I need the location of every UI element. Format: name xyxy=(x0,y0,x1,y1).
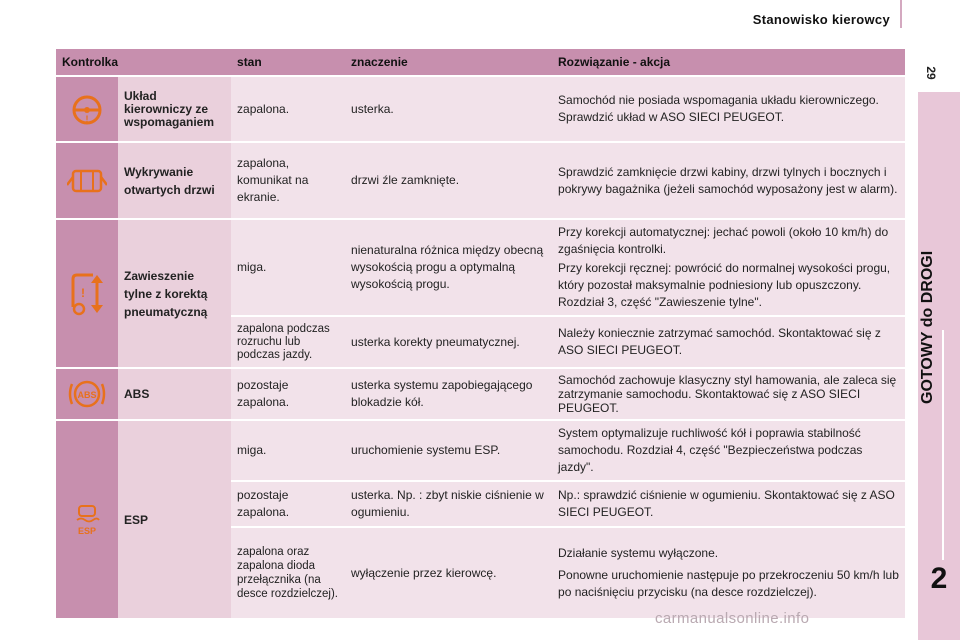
warning-state: pozostaje zapalona. xyxy=(231,369,345,419)
warning-state: pozostaje zapalona. xyxy=(231,482,345,526)
warning-name: ESP xyxy=(118,421,231,618)
abs-warning-icon xyxy=(67,378,107,410)
warning-meaning: usterka. Np. : zbyt niskie ciśnienie w ogumieniu. xyxy=(345,482,552,526)
chapter-title: GOTOWY do DROGI xyxy=(919,250,936,404)
action-line: Przy korekcji ręcznej: powrócić do normalnej wysokości progu, który pozostał maksymalnie podniesiony lub opuszczony. Rozdział 3, część "Zawieszenie tylne". xyxy=(558,261,891,309)
page-header-title: Stanowisko kierowcy xyxy=(752,12,890,27)
warning-meaning: drzwi źle zamknięte. xyxy=(345,143,552,218)
warning-action xyxy=(552,220,905,315)
action-line: Ponowne uruchomienie następuje po przekroczeniu 50 km/h lub po naciśnięciu przycisku (na desce rozdzielczej). xyxy=(558,568,899,599)
warning-action: Samochód nie posiada wspomagania układu kierowniczego. Sprawdzić układ w ASO SIECI PEUGEOT. xyxy=(552,77,905,141)
warning-lights-table xyxy=(56,47,905,620)
warning-state: zapalona. xyxy=(231,77,345,141)
table-row xyxy=(56,143,905,218)
warning-name: Układ kierowniczy ze wspomaganiem xyxy=(118,77,231,141)
warning-action: Np.: sprawdzić ciśnienie w ogumieniu. Skontaktować się z ASO SIECI PEUGEOT. xyxy=(552,482,905,526)
warning-action xyxy=(552,528,905,618)
icon-cell xyxy=(56,77,118,141)
table-row xyxy=(56,421,905,480)
warning-action: Samochód zachowuje klasyczny styl hamowania, ale zaleca się zatrzymanie samochodu. Skontaktować się z ASO SIECI PEUGEOT. xyxy=(552,369,905,419)
power-steering-warning-icon xyxy=(67,92,107,126)
icon-cell xyxy=(56,220,118,367)
abs-icon-label: ABS xyxy=(77,390,97,400)
warning-meaning: nienaturalna różnica między obecną wysokością progu a optymalną wysokością progu. xyxy=(345,220,552,315)
door-open-warning-icon xyxy=(67,165,107,197)
column-header-kontrolka: Kontrolka xyxy=(56,49,231,75)
warning-meaning: usterka korekty pneumatycznej. xyxy=(345,317,552,367)
warning-name: Zawieszenie tylne z korektą pneumatyczną xyxy=(118,220,231,367)
icon-cell xyxy=(56,369,118,419)
warning-name: ABS xyxy=(118,369,231,419)
icon-cell xyxy=(56,421,118,618)
watermark: carmanualsonline.info xyxy=(655,610,810,627)
warning-meaning: uruchomienie systemu ESP. xyxy=(345,421,552,480)
warning-state: zapalona, komunikat na ekranie. xyxy=(231,143,345,218)
warning-action: System optymalizuje ruchliwość kół i poprawia stabilność samochodu. Rozdział 4, część "Bezpieczeństwa podczas jazdy". xyxy=(552,421,905,480)
warning-state: zapalona oraz zapalona dioda przełącznika (na desce rozdzielczej). xyxy=(231,528,345,618)
table-header-row xyxy=(56,49,905,75)
icon-cell xyxy=(56,143,118,218)
table-row xyxy=(56,369,905,419)
warning-name: Wykrywanie otwartych drzwi xyxy=(118,143,231,218)
pneumatic-suspension-warning-icon xyxy=(67,271,107,317)
warning-state: miga. xyxy=(231,421,345,480)
svg-text:!: ! xyxy=(81,285,85,300)
warning-meaning: usterka systemu zapobiegającego blokadzie kół. xyxy=(345,369,552,419)
action-line: Przy korekcji automatycznej: jechać powoli (około 10 km/h) do zgaśnięcia kontrolki. xyxy=(558,225,889,256)
column-header-znaczenie: znaczenie xyxy=(345,49,552,75)
warning-action: Sprawdzić zamknięcie drzwi kabiny, drzwi tylnych i bocznych i pokrywy bagażnika (jeżeli samochód wyposażony jest w alarm). xyxy=(552,143,905,218)
esp-warning-icon xyxy=(67,500,107,540)
table-row xyxy=(56,220,905,315)
column-header-rozwiazanie: Rozwiązanie - akcja xyxy=(552,49,905,75)
warning-state: miga. xyxy=(231,220,345,315)
chapter-number: 2 xyxy=(930,562,948,595)
warning-meaning: wyłączenie przez kierowcę. xyxy=(345,528,552,618)
warning-state: zapalona podczas rozruchu lub podczas jazdy. xyxy=(231,317,345,367)
table-row xyxy=(56,77,905,141)
esp-icon-label: ESP xyxy=(77,525,97,536)
page-number: 29 xyxy=(924,66,938,80)
warning-action: Należy koniecznie zatrzymać samochód. Skontaktować się z ASO SIECI PEUGEOT. xyxy=(552,317,905,367)
column-header-stan: stan xyxy=(231,49,345,75)
action-line: Działanie systemu wyłączone. xyxy=(558,546,719,560)
warning-meaning: usterka. xyxy=(345,77,552,141)
svg-text:!: ! xyxy=(85,114,89,124)
header-divider xyxy=(900,0,902,28)
